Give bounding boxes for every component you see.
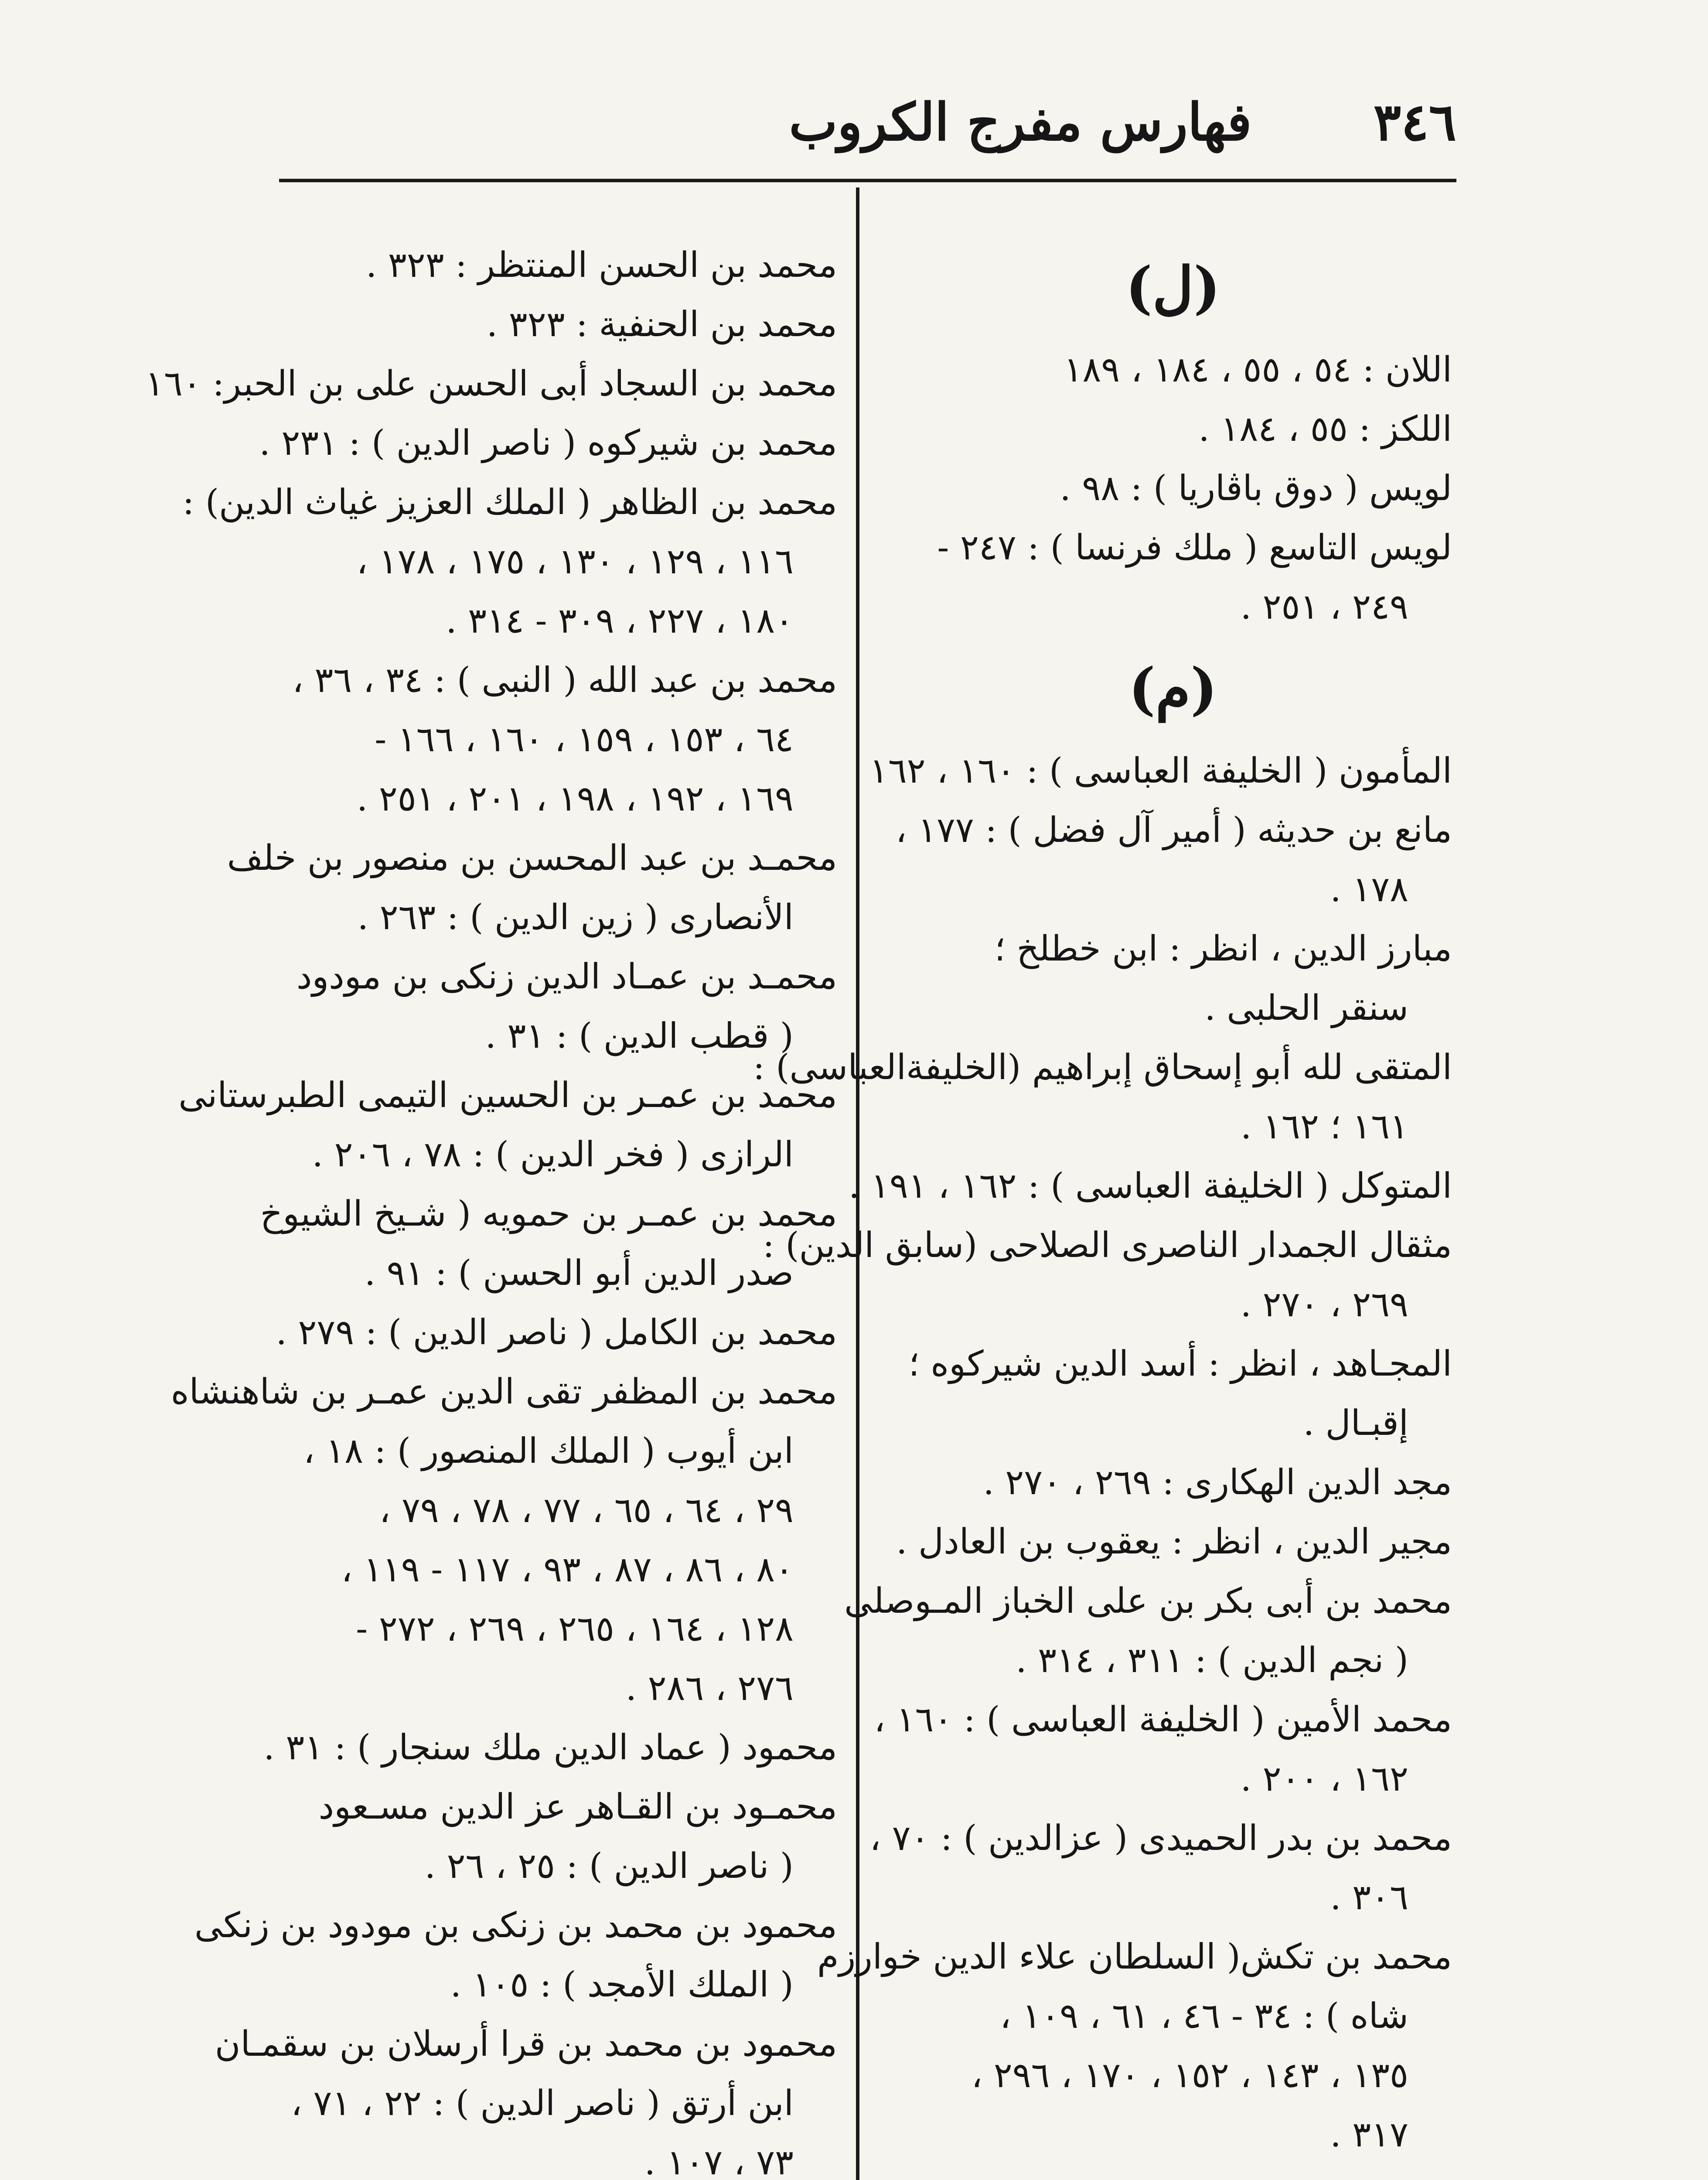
index-entry-continuation: ٢٧٦ ، ٢٨٦ . (625, 1668, 794, 1708)
index-entry-continuation: ( نجم الدين ) : ٣١١ ، ٣١٤ . (1016, 1640, 1408, 1680)
index-entry: مثقال الجمدار الناصرى الصلاحى (سابق الدين) : (762, 1225, 1452, 1265)
index-entry-continuation: ( قطب الدين ) : ٣١ . (485, 1015, 794, 1056)
section-letter-heading: (ل) (1125, 254, 1220, 321)
index-entry: محمد بن بدر الحميدى ( عزالدين ) : ٧٠ ، (869, 1818, 1452, 1858)
index-entry: محمد بن عمـر بن حمويه ( شـيخ الشيوخ (260, 1193, 837, 1234)
index-entry: محمود بن محمد بن قرا أرسلان بن سقمـان (215, 2023, 837, 2064)
index-entry: مجير الدين ، انظر : يعقوب بن العادل . (896, 1521, 1452, 1562)
index-entry-continuation: ٦٤ ، ١٥٣ ، ١٥٩ ، ١٦٠ ، ١٦٦ - (375, 719, 794, 760)
index-column-left (145, 235, 837, 2180)
index-entry: محمد بن الكامل ( ناصر الدين ) : ٢٧٩ . (276, 1312, 837, 1352)
index-entry: محمد بن عمـر بن الحسين التيمى الطبرستانى (178, 1075, 837, 1115)
index-entry-continuation: ٢٤٩ ، ٢٥١ . (1240, 586, 1408, 627)
index-entry-continuation: ٧٣ ، ١٠٧ . (644, 2142, 794, 2180)
index-entry-continuation: الأنصارى ( زين الدين ) : ٢٦٣ . (357, 897, 794, 937)
running-title: فهارس مفرج الكروب (789, 92, 1252, 152)
index-entry-continuation: ١٦١ ؛ ١٦٢ . (1241, 1106, 1408, 1147)
index-entry: مبارز الدين ، انظر : ابن خطلخ ؛ (994, 928, 1452, 969)
index-entry: محمد بن الحنفية : ٣٢٣ . (486, 304, 837, 344)
index-entry-continuation: صدر الدين أبو الحسن ) : ٩١ . (364, 1253, 794, 1293)
index-entry-continuation: ٣٠٦ . (1330, 1877, 1408, 1918)
index-entry-continuation: ٢٩ ، ٦٤ ، ٦٥ ، ٧٧ ، ٧٨ ، ٧٩ ، (379, 1490, 794, 1530)
index-entry: محمـد بن عمـاد الدين زنكى بن مودود (296, 956, 837, 997)
index-entry-continuation: ٢٦٩ ، ٢٧٠ . (1240, 1284, 1408, 1325)
index-entry: محمد بن الحسن المنتظر : ٣٢٣ . (365, 245, 837, 285)
index-entry: محمود بن محمد بن زنكى بن مودود بن زنكى (194, 1905, 837, 1945)
index-column-right (753, 235, 1452, 2164)
index-entry-continuation: ( الملك الأمجد ) : ١٠٥ . (450, 1964, 794, 2005)
index-entry: مجد الدين الهكارى : ٢٦٩ ، ٢٧٠ . (983, 1462, 1452, 1502)
index-entry-continuation: شاه ) : ٣٤ - ٤٦ ، ٦١ ، ١٠٩ ، (999, 1996, 1408, 2036)
section-letter-heading: (م) (1128, 655, 1217, 722)
index-entry: محمد بن السجاد أبى الحسن على بن الحبر: ١٦٠ (145, 363, 837, 404)
index-entry-continuation: ١١٦ ، ١٢٩ ، ١٣٠ ، ١٧٥ ، ١٧٨ ، (356, 541, 794, 582)
index-entry: محمود ( عماد الدين ملك سنجار ) : ٣١ . (263, 1727, 837, 1768)
index-entry-continuation: ابن أيوب ( الملك المنصور ) : ١٨ ، (303, 1431, 794, 1471)
page-number: ٣٤٦ (1373, 92, 1456, 152)
index-entry: محمد بن شيركوه ( ناصر الدين ) : ٢٣١ . (259, 422, 837, 463)
index-entry: لويس ( دوق باڤاريا ) : ٩٨ . (1060, 468, 1452, 508)
index-entry: محمد الأمين ( الخليفة العباسى ) : ١٦٠ ، (874, 1699, 1452, 1740)
index-entry-continuation: ١٣٥ ، ١٤٣ ، ١٥٢ ، ١٧٠ ، ٢٩٦ ، (971, 2055, 1408, 2095)
index-entry: محمد بن أبى بكر بن على الخباز المـوصلى (844, 1580, 1452, 1621)
index-entry-continuation: ١٦٢ ، ٢٠٠ . (1240, 1758, 1408, 1799)
index-entry: المتقى لله أبو إسحاق إبراهيم (الخليفةالعباسى) : (753, 1047, 1452, 1087)
index-entry-continuation: الرازى ( فخر الدين ) : ٧٨ ، ٢٠٦ . (312, 1134, 794, 1175)
index-entry-continuation: ٨٠ ، ٨٦ ، ٨٧ ، ٩٣ ، ١١٧ - ١١٩ ، (341, 1549, 794, 1590)
index-entry: لويس التاسع ( ملك فرنسا ) : ٢٤٧ - (937, 527, 1452, 568)
index-entry-continuation: سنقر الحلبى . (1204, 988, 1408, 1028)
index-entry: محمد بن الظاهر ( الملك العزيز غياث الدين) : (182, 482, 837, 522)
index-entry: محمد بن عبد الله ( النبى ) : ٣٤ ، ٣٦ ، (292, 660, 837, 700)
header-rule (279, 179, 1456, 182)
index-entry-continuation: ١٢٨ ، ١٦٤ ، ٢٦٥ ، ٢٦٩ ، ٢٧٢ - (356, 1608, 794, 1649)
index-entry: اللكز : ٥٥ ، ١٨٤ . (1198, 409, 1452, 449)
index-entry: محمـد بن عبد المحسن بن منصور بن خلف (227, 838, 837, 878)
index-entry-continuation: ١٧٨ . (1330, 869, 1408, 909)
index-entry-continuation: ( ناصر الدين ) : ٢٥ ، ٢٦ . (424, 1846, 794, 1886)
index-entry: المأمون ( الخليفة العباسى ) : ١٦٠ ، ١٦٢ (869, 750, 1452, 791)
index-entry-continuation: إقبـال . (1303, 1403, 1408, 1443)
index-entry-continuation: ابن أرتق ( ناصر الدين ) : ٢٢ ، ٧١ ، (291, 2083, 794, 2123)
page-header (279, 83, 1456, 170)
index-entry: محمد بن المظفر تقى الدين عمـر بن شاهنشاه (170, 1371, 837, 1412)
index-entry-continuation: ٣١٧ . (1330, 2114, 1408, 2155)
index-entry: محمد بن تكش( السلطان علاء الدين خوارزم (817, 1936, 1452, 1977)
index-entry: محمـود بن القـاهر عز الدين مسـعود (318, 1786, 837, 1827)
index-entry: المتوكل ( الخليفة العباسى ) : ١٦٢ ، ١٩١ . (849, 1165, 1452, 1206)
index-entry: المجـاهد ، انظر : أسد الدين شيركوه ؛ (908, 1343, 1452, 1384)
index-entry: مانع بن حديثه ( أمير آل فضل ) : ١٧٧ ، (895, 810, 1452, 850)
index-entry: اللان : ٥٤ ، ٥٥ ، ١٨٤ ، ١٨٩ (1064, 349, 1452, 390)
index-entry-continuation: ١٨٠ ، ٢٢٧ ، ٣٠٩ - ٣١٤ . (446, 600, 794, 641)
index-entry-continuation: ١٦٩ ، ١٩٢ ، ١٩٨ ، ٢٠١ ، ٢٥١ . (356, 778, 794, 819)
